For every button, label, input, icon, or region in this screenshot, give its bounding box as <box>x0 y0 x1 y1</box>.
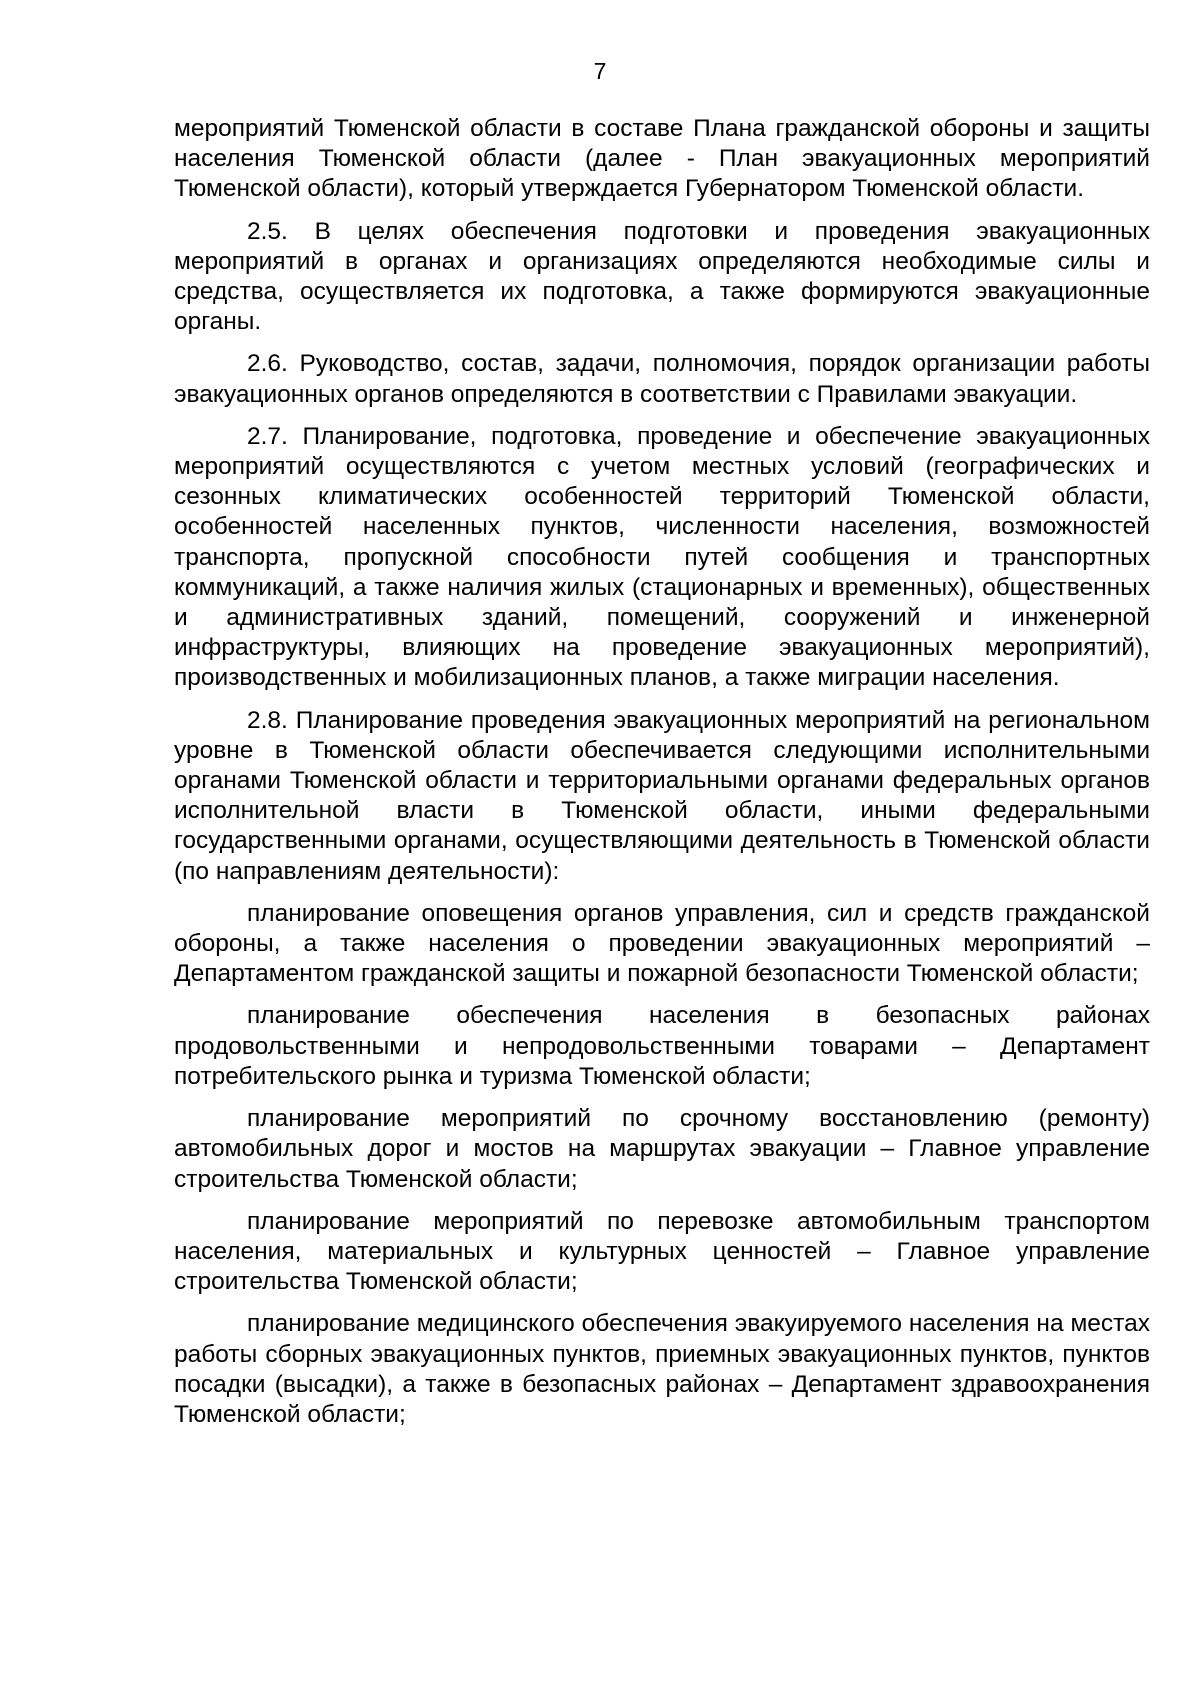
page-number: 7 <box>593 58 607 84</box>
list-item-notification: планирование оповещения органов управления, сил и средств гражданской обороны, а также населения о проведении эвакуационных мероприятий – Департаментом гражданской защиты и пожарной безопасности Тюменской области; <box>174 899 1150 988</box>
list-item-road-repair: планирование мероприятий по срочному восстановлению (ремонту) автомобильных дорог и мостов на маршрутах эвакуации – Главное управление строительства Тюменской области; <box>174 1105 1150 1193</box>
document-body <box>174 114 1150 1442</box>
list-item-medical: планирование медицинского обеспечения эвакуируемого населения на местах работы сборных эвакуационных пунктов, приемных эвакуационных пунктов, пунктов посадки (высадки), а также в безопасных районах – Департамент здравоохранения Тюменской области; <box>174 1310 1150 1428</box>
paragraph-2-6: 2.6. Руководство, состав, задачи, полномочия, порядок организации работы эвакуационных органов определяются в соответствии с Правилами эвакуации. <box>174 350 1150 408</box>
paragraph-continuation: мероприятий Тюменской области в составе Плана гражданской обороны и защиты населения Тюменской области (далее - План эвакуационных мероприятий Тюменской области), который утверждается Губернатором Тюменской области. <box>174 115 1150 203</box>
paragraph-2-7: 2.7. Планирование, подготовка, проведение и обеспечение эвакуационных мероприятий осуществляются с учетом местных условий (географических и сезонных климатических особенностей территорий Тюменской области, особенностей населенных пунктов, численности населения, возможностей транспорта, пропускной способности путей сообщения и транспортных коммуникаций, а также наличия жилых (стационарных и временных), общественных и административных зданий, помещений, сооружений и инженерной инфраструктуры, влияющих на проведение эвакуационных мероприятий), производственных и мобилизационных планов, а также миграции населения. <box>174 422 1150 692</box>
paragraph-2-5: 2.5. В целях обеспечения подготовки и проведения эвакуационных мероприятий в органах и организациях определяются необходимые силы и средства, осуществляется их подготовка, а также формируются эвакуационные органы. <box>174 217 1150 336</box>
paragraph-2-8: 2.8. Планирование проведения эвакуационных мероприятий на региональном уровне в Тюменской области обеспечивается следующими исполнительными органами Тюменской области и территориальными органами федеральных органов исполнительной власти в Тюменской области, иными федеральными государственными органами, осуществляющими деятельность в Тюменской области (по направлениям деятельности): <box>174 706 1150 885</box>
list-item-food-supply: планирование обеспечения населения в безопасных районах продовольственными и непродовольственными товарами – Департамент потребительского рынка и туризма Тюменской области; <box>174 1002 1150 1090</box>
list-item-transport: планирование мероприятий по перевозке автомобильным транспортом населения, материальных и культурных ценностей – Главное управление строительства Тюменской области; <box>174 1207 1150 1296</box>
